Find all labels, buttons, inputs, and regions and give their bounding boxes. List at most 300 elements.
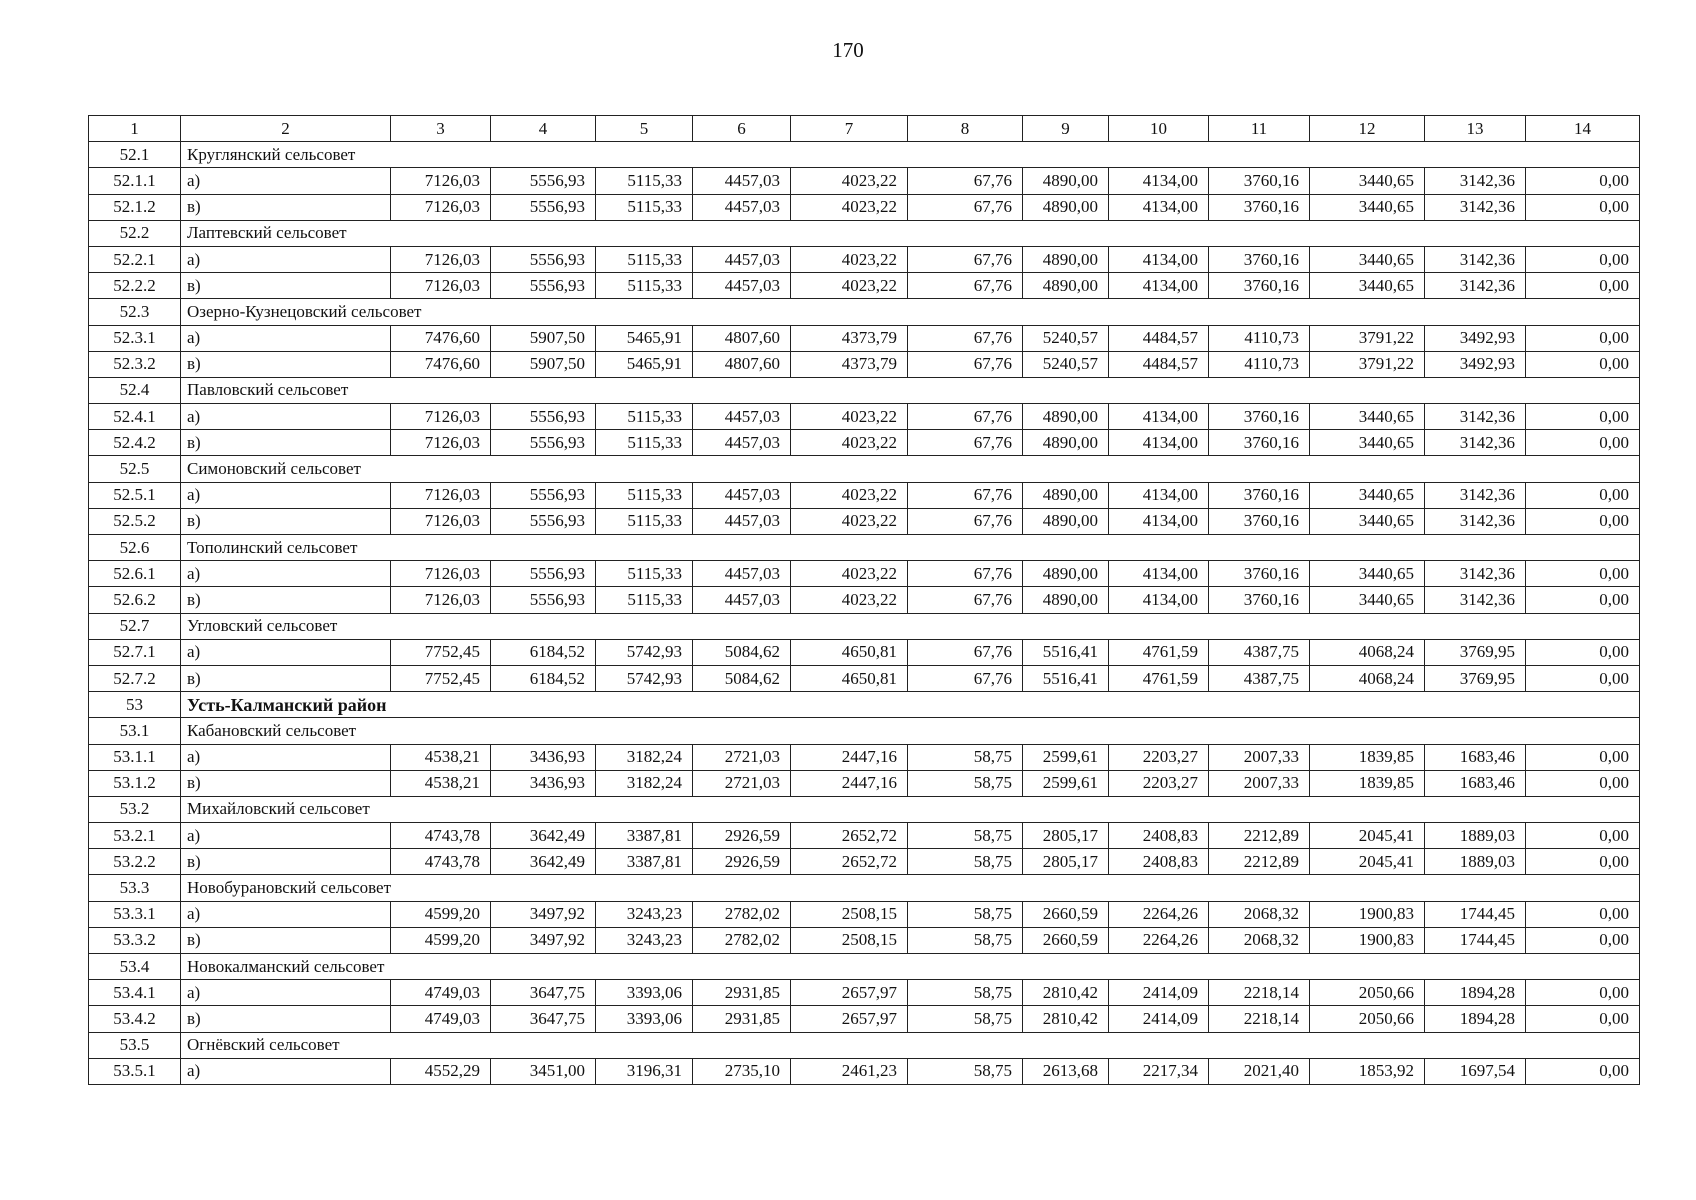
value-cell: 3243,23: [596, 901, 693, 927]
value-cell: 4387,75: [1209, 639, 1310, 665]
row-number: 52.6.2: [89, 587, 181, 613]
table-row: [89, 482, 1640, 508]
row-label: в): [181, 927, 391, 953]
value-cell: 3393,06: [596, 980, 693, 1006]
value-cell: 4650,81: [791, 665, 908, 691]
value-cell: 5556,93: [491, 273, 596, 299]
value-cell: 3647,75: [491, 980, 596, 1006]
value-cell: 3142,36: [1425, 482, 1526, 508]
row-number: 52.4.2: [89, 430, 181, 456]
value-cell: 5240,57: [1023, 351, 1109, 377]
council-row: [89, 377, 1640, 403]
council-row: [89, 613, 1640, 639]
value-cell: 5907,50: [491, 351, 596, 377]
value-cell: 4761,59: [1109, 639, 1209, 665]
value-cell: 3760,16: [1209, 194, 1310, 220]
value-cell: 0,00: [1526, 273, 1640, 299]
value-cell: 3760,16: [1209, 273, 1310, 299]
value-cell: 4890,00: [1023, 587, 1109, 613]
value-cell: 0,00: [1526, 430, 1640, 456]
value-cell: 5556,93: [491, 561, 596, 587]
value-cell: 2068,32: [1209, 901, 1310, 927]
value-cell: 4761,59: [1109, 665, 1209, 691]
row-number: 52.1: [89, 142, 181, 168]
column-number-header-row: [89, 116, 1640, 142]
value-cell: 5115,33: [596, 404, 693, 430]
value-cell: 2735,10: [693, 1058, 791, 1084]
value-cell: 3451,00: [491, 1058, 596, 1084]
council-name: Симоновский сельсовет: [181, 456, 1640, 482]
value-cell: 67,76: [908, 273, 1023, 299]
value-cell: 4023,22: [791, 246, 908, 272]
value-cell: 4538,21: [391, 744, 491, 770]
row-number: 52.7.1: [89, 639, 181, 665]
value-cell: 4068,24: [1310, 639, 1425, 665]
value-cell: 0,00: [1526, 351, 1640, 377]
value-cell: 7126,03: [391, 587, 491, 613]
value-cell: 1853,92: [1310, 1058, 1425, 1084]
value-cell: 4110,73: [1209, 351, 1310, 377]
value-cell: 4807,60: [693, 351, 791, 377]
value-cell: 4890,00: [1023, 508, 1109, 534]
value-cell: 0,00: [1526, 639, 1640, 665]
value-cell: 4457,03: [693, 508, 791, 534]
value-cell: 3647,75: [491, 1006, 596, 1032]
value-cell: 2508,15: [791, 927, 908, 953]
value-cell: 2810,42: [1023, 1006, 1109, 1032]
value-cell: 1683,46: [1425, 744, 1526, 770]
value-cell: 5556,93: [491, 194, 596, 220]
value-cell: 58,75: [908, 849, 1023, 875]
column-header: 12: [1310, 116, 1425, 142]
value-cell: 3769,95: [1425, 665, 1526, 691]
value-cell: 67,76: [908, 508, 1023, 534]
value-cell: 3760,16: [1209, 508, 1310, 534]
row-number: 52.3.2: [89, 351, 181, 377]
table-row: [89, 823, 1640, 849]
value-cell: 5516,41: [1023, 665, 1109, 691]
value-cell: 3760,16: [1209, 430, 1310, 456]
row-number: 53.2: [89, 796, 181, 822]
value-cell: 0,00: [1526, 325, 1640, 351]
value-cell: 4484,57: [1109, 351, 1209, 377]
council-name: Озерно-Кузнецовский сельсовет: [181, 299, 1640, 325]
value-cell: 3769,95: [1425, 639, 1526, 665]
row-number: 52.3: [89, 299, 181, 325]
value-cell: 4457,03: [693, 404, 791, 430]
value-cell: 3142,36: [1425, 273, 1526, 299]
value-cell: 4134,00: [1109, 404, 1209, 430]
column-header: 3: [391, 116, 491, 142]
value-cell: 4743,78: [391, 849, 491, 875]
value-cell: 4457,03: [693, 194, 791, 220]
value-cell: 1744,45: [1425, 901, 1526, 927]
row-label: в): [181, 430, 391, 456]
value-cell: 4023,22: [791, 168, 908, 194]
row-label: в): [181, 351, 391, 377]
row-label: а): [181, 1058, 391, 1084]
value-cell: 58,75: [908, 1006, 1023, 1032]
value-cell: 67,76: [908, 325, 1023, 351]
value-cell: 4023,22: [791, 430, 908, 456]
value-cell: 3142,36: [1425, 194, 1526, 220]
value-cell: 5240,57: [1023, 325, 1109, 351]
council-row: [89, 718, 1640, 744]
value-cell: 4890,00: [1023, 430, 1109, 456]
column-header: 2: [181, 116, 391, 142]
value-cell: 3760,16: [1209, 561, 1310, 587]
value-cell: 0,00: [1526, 482, 1640, 508]
row-label: в): [181, 194, 391, 220]
value-cell: 4890,00: [1023, 168, 1109, 194]
value-cell: 4457,03: [693, 168, 791, 194]
table-row: [89, 508, 1640, 534]
council-row: [89, 142, 1640, 168]
value-cell: 4457,03: [693, 561, 791, 587]
value-cell: 5742,93: [596, 639, 693, 665]
council-row: [89, 220, 1640, 246]
council-name: Михайловский сельсовет: [181, 796, 1640, 822]
value-cell: 4890,00: [1023, 246, 1109, 272]
row-label: а): [181, 561, 391, 587]
value-cell: 58,75: [908, 1058, 1023, 1084]
table-row: [89, 404, 1640, 430]
table-row: [89, 246, 1640, 272]
value-cell: 2508,15: [791, 901, 908, 927]
table-row: [89, 849, 1640, 875]
value-cell: 3791,22: [1310, 351, 1425, 377]
value-cell: 3142,36: [1425, 508, 1526, 534]
council-name: Круглянский сельсовет: [181, 142, 1640, 168]
value-cell: 1900,83: [1310, 927, 1425, 953]
row-label: в): [181, 508, 391, 534]
value-cell: 2805,17: [1023, 823, 1109, 849]
value-cell: 0,00: [1526, 980, 1640, 1006]
value-cell: 7126,03: [391, 246, 491, 272]
value-cell: 67,76: [908, 168, 1023, 194]
value-cell: 5907,50: [491, 325, 596, 351]
value-cell: 3243,23: [596, 927, 693, 953]
value-cell: 7126,03: [391, 430, 491, 456]
value-cell: 4373,79: [791, 325, 908, 351]
value-cell: 2657,97: [791, 980, 908, 1006]
value-cell: 2660,59: [1023, 927, 1109, 953]
value-cell: 5115,33: [596, 508, 693, 534]
row-number: 53.2.2: [89, 849, 181, 875]
value-cell: 67,76: [908, 561, 1023, 587]
row-label: а): [181, 168, 391, 194]
value-cell: 2657,97: [791, 1006, 908, 1032]
value-cell: 7126,03: [391, 482, 491, 508]
value-cell: 4023,22: [791, 482, 908, 508]
column-header: 7: [791, 116, 908, 142]
value-cell: 2264,26: [1109, 927, 1209, 953]
value-cell: 4023,22: [791, 508, 908, 534]
value-cell: 5556,93: [491, 482, 596, 508]
council-name: Угловский сельсовет: [181, 613, 1640, 639]
value-cell: 2805,17: [1023, 849, 1109, 875]
value-cell: 5556,93: [491, 587, 596, 613]
value-cell: 0,00: [1526, 561, 1640, 587]
value-cell: 0,00: [1526, 823, 1640, 849]
value-cell: 1839,85: [1310, 744, 1425, 770]
value-cell: 4650,81: [791, 639, 908, 665]
value-cell: 3642,49: [491, 849, 596, 875]
council-row: [89, 954, 1640, 980]
column-header: 1: [89, 116, 181, 142]
row-number: 53.4.2: [89, 1006, 181, 1032]
value-cell: 4134,00: [1109, 168, 1209, 194]
value-cell: 3387,81: [596, 823, 693, 849]
table-row: [89, 927, 1640, 953]
row-number: 52.5.2: [89, 508, 181, 534]
value-cell: 5556,93: [491, 168, 596, 194]
value-cell: 3760,16: [1209, 482, 1310, 508]
column-header: 5: [596, 116, 693, 142]
value-cell: 5115,33: [596, 168, 693, 194]
value-cell: 4890,00: [1023, 561, 1109, 587]
value-cell: 2652,72: [791, 823, 908, 849]
council-name: Новокалманский сельсовет: [181, 954, 1640, 980]
value-cell: 67,76: [908, 404, 1023, 430]
value-cell: 5115,33: [596, 273, 693, 299]
column-header: 14: [1526, 116, 1640, 142]
table-row: [89, 770, 1640, 796]
value-cell: 4890,00: [1023, 404, 1109, 430]
value-cell: 3497,92: [491, 927, 596, 953]
value-cell: 2408,83: [1109, 823, 1209, 849]
value-cell: 4387,75: [1209, 665, 1310, 691]
value-cell: 4807,60: [693, 325, 791, 351]
value-cell: 1683,46: [1425, 770, 1526, 796]
row-label: а): [181, 246, 391, 272]
table-row: [89, 351, 1640, 377]
value-cell: 58,75: [908, 823, 1023, 849]
row-number: 52.1.1: [89, 168, 181, 194]
value-cell: 4552,29: [391, 1058, 491, 1084]
value-cell: 0,00: [1526, 194, 1640, 220]
row-label: а): [181, 901, 391, 927]
value-cell: 67,76: [908, 482, 1023, 508]
value-cell: 2212,89: [1209, 849, 1310, 875]
value-cell: 2007,33: [1209, 770, 1310, 796]
council-row: [89, 1032, 1640, 1058]
table-row: [89, 273, 1640, 299]
row-label: а): [181, 639, 391, 665]
value-cell: 3492,93: [1425, 325, 1526, 351]
value-cell: 0,00: [1526, 1058, 1640, 1084]
value-cell: 2021,40: [1209, 1058, 1310, 1084]
value-cell: 1889,03: [1425, 823, 1526, 849]
value-cell: 2721,03: [693, 744, 791, 770]
value-cell: 4457,03: [693, 482, 791, 508]
row-number: 53.4.1: [89, 980, 181, 1006]
column-header: 9: [1023, 116, 1109, 142]
value-cell: 5465,91: [596, 351, 693, 377]
council-name: Огнёвский сельсовет: [181, 1032, 1640, 1058]
value-cell: 5084,62: [693, 639, 791, 665]
row-number: 52.6.1: [89, 561, 181, 587]
value-cell: 2068,32: [1209, 927, 1310, 953]
value-cell: 58,75: [908, 744, 1023, 770]
row-number: 52.5.1: [89, 482, 181, 508]
row-number: 52.4: [89, 377, 181, 403]
value-cell: 2613,68: [1023, 1058, 1109, 1084]
value-cell: 4457,03: [693, 246, 791, 272]
value-cell: 5742,93: [596, 665, 693, 691]
value-cell: 5465,91: [596, 325, 693, 351]
value-cell: 0,00: [1526, 901, 1640, 927]
value-cell: 2264,26: [1109, 901, 1209, 927]
table-row: [89, 665, 1640, 691]
value-cell: 3182,24: [596, 744, 693, 770]
value-cell: 1697,54: [1425, 1058, 1526, 1084]
column-header: 13: [1425, 116, 1526, 142]
council-name: Тополинский сельсовет: [181, 535, 1640, 561]
value-cell: 3393,06: [596, 1006, 693, 1032]
value-cell: 5115,33: [596, 430, 693, 456]
value-cell: 3440,65: [1310, 194, 1425, 220]
value-cell: 4599,20: [391, 901, 491, 927]
value-cell: 2931,85: [693, 980, 791, 1006]
row-number: 52.7: [89, 613, 181, 639]
value-cell: 1894,28: [1425, 980, 1526, 1006]
value-cell: 0,00: [1526, 508, 1640, 534]
row-number: 52.2.2: [89, 273, 181, 299]
row-label: в): [181, 587, 391, 613]
row-number: 53.5.1: [89, 1058, 181, 1084]
value-cell: 2203,27: [1109, 770, 1209, 796]
value-cell: 58,75: [908, 901, 1023, 927]
row-label: а): [181, 980, 391, 1006]
value-cell: 2212,89: [1209, 823, 1310, 849]
value-cell: 58,75: [908, 927, 1023, 953]
row-label: а): [181, 744, 391, 770]
value-cell: 7476,60: [391, 351, 491, 377]
table-row: [89, 168, 1640, 194]
value-cell: 4023,22: [791, 194, 908, 220]
value-cell: 5556,93: [491, 246, 596, 272]
council-name: Лаптевский сельсовет: [181, 220, 1640, 246]
value-cell: 4743,78: [391, 823, 491, 849]
value-cell: 3760,16: [1209, 168, 1310, 194]
row-label: а): [181, 823, 391, 849]
value-cell: 67,76: [908, 665, 1023, 691]
column-header: 8: [908, 116, 1023, 142]
value-cell: 3387,81: [596, 849, 693, 875]
row-number: 52.3.1: [89, 325, 181, 351]
value-cell: 67,76: [908, 587, 1023, 613]
value-cell: 2217,34: [1109, 1058, 1209, 1084]
value-cell: 2050,66: [1310, 1006, 1425, 1032]
value-cell: 4134,00: [1109, 508, 1209, 534]
value-cell: 1894,28: [1425, 1006, 1526, 1032]
value-cell: 6184,52: [491, 665, 596, 691]
value-cell: 2599,61: [1023, 770, 1109, 796]
value-cell: 67,76: [908, 194, 1023, 220]
column-header: 4: [491, 116, 596, 142]
value-cell: 3642,49: [491, 823, 596, 849]
value-cell: 4068,24: [1310, 665, 1425, 691]
council-row: [89, 456, 1640, 482]
value-cell: 5516,41: [1023, 639, 1109, 665]
value-cell: 2045,41: [1310, 823, 1425, 849]
value-cell: 2461,23: [791, 1058, 908, 1084]
table-row: [89, 901, 1640, 927]
value-cell: 3142,36: [1425, 404, 1526, 430]
table-row: [89, 744, 1640, 770]
value-cell: 3760,16: [1209, 587, 1310, 613]
value-cell: 3142,36: [1425, 168, 1526, 194]
value-cell: 4134,00: [1109, 587, 1209, 613]
district-name: Усть-Калманский район: [181, 692, 1640, 718]
column-header: 10: [1109, 116, 1209, 142]
table-row: [89, 194, 1640, 220]
value-cell: 4023,22: [791, 273, 908, 299]
value-cell: 2810,42: [1023, 980, 1109, 1006]
value-cell: 2447,16: [791, 744, 908, 770]
value-cell: 3440,65: [1310, 430, 1425, 456]
row-label: а): [181, 325, 391, 351]
value-cell: 4134,00: [1109, 561, 1209, 587]
council-name: Кабановский сельсовет: [181, 718, 1640, 744]
value-cell: 3440,65: [1310, 508, 1425, 534]
value-cell: 5115,33: [596, 561, 693, 587]
value-cell: 3436,93: [491, 744, 596, 770]
row-number: 53.1.2: [89, 770, 181, 796]
value-cell: 7126,03: [391, 508, 491, 534]
table-row: [89, 430, 1640, 456]
value-cell: 3196,31: [596, 1058, 693, 1084]
row-label: в): [181, 1006, 391, 1032]
value-cell: 2408,83: [1109, 849, 1209, 875]
value-cell: 4134,00: [1109, 194, 1209, 220]
value-cell: 67,76: [908, 246, 1023, 272]
value-cell: 4457,03: [693, 273, 791, 299]
value-cell: 0,00: [1526, 168, 1640, 194]
table-row: [89, 561, 1640, 587]
council-row: [89, 875, 1640, 901]
value-cell: 67,76: [908, 430, 1023, 456]
row-number: 52.4.1: [89, 404, 181, 430]
value-cell: 3142,36: [1425, 587, 1526, 613]
value-cell: 7752,45: [391, 639, 491, 665]
value-cell: 7126,03: [391, 273, 491, 299]
value-cell: 1900,83: [1310, 901, 1425, 927]
row-label: в): [181, 273, 391, 299]
column-header: 6: [693, 116, 791, 142]
value-cell: 4538,21: [391, 770, 491, 796]
row-label: а): [181, 482, 391, 508]
value-cell: 4023,22: [791, 404, 908, 430]
value-cell: 3760,16: [1209, 404, 1310, 430]
value-cell: 3142,36: [1425, 246, 1526, 272]
row-number: 53.2.1: [89, 823, 181, 849]
value-cell: 5556,93: [491, 508, 596, 534]
tariff-table: [88, 115, 1640, 1085]
value-cell: 7476,60: [391, 325, 491, 351]
value-cell: 4023,22: [791, 561, 908, 587]
table-row: [89, 1058, 1640, 1084]
value-cell: 4373,79: [791, 351, 908, 377]
row-number: 53.3.2: [89, 927, 181, 953]
value-cell: 2007,33: [1209, 744, 1310, 770]
value-cell: 7126,03: [391, 404, 491, 430]
value-cell: 4890,00: [1023, 194, 1109, 220]
value-cell: 4484,57: [1109, 325, 1209, 351]
row-number: 52.1.2: [89, 194, 181, 220]
value-cell: 4890,00: [1023, 482, 1109, 508]
